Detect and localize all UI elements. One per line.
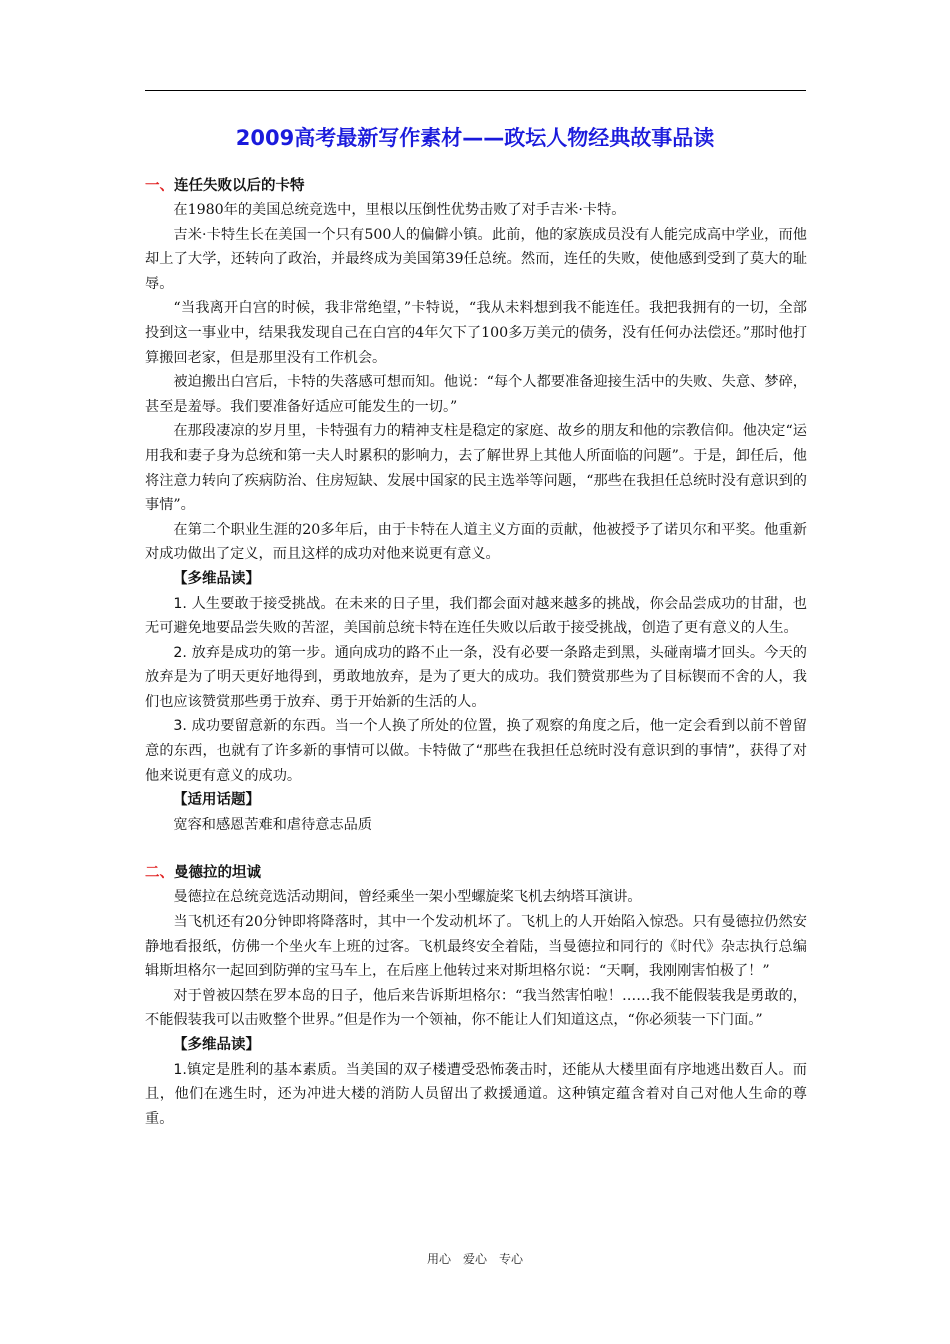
paragraph: 曼德拉在总统竞选活动期间，曾经乘坐一架小型螺旋桨飞机去纳塔耳演讲。 (173, 889, 642, 906)
section-heading (145, 861, 807, 885)
paragraph: “当我离开白宫的时候，我非常绝望，”卡特说，“我从未料想到我不能连任。我把我拥有的一切，全部投到这一事业中，结果我发现自己在白宫的4年欠下了100多万美元的债务，没有任何办法偿还。”那时他打算搬回老家，但是那里没有工作机会。 (145, 300, 807, 366)
section-number: 二、 (145, 865, 174, 882)
section-heading (145, 174, 807, 198)
paragraph: 被迫搬出白宫后，卡特的失落感可想而知。他说：“每个人都要准备迎接生活中的失败、失意、梦碎，甚至是羞辱。我们要准备好适应可能发生的一切。” (145, 374, 807, 415)
header-rule (145, 90, 806, 91)
page-footer: 用心 爱心 专心 (426, 1252, 523, 1266)
paragraph: 对于曾被囚禁在罗本岛的日子，他后来告诉斯坦格尔：“我当然害怕啦！……我不能假装我是勇敢的，不能假装我可以击败整个世界。”但是作为一个领袖，你不能让人们知道这点，“你必须装一下门面。” (145, 987, 807, 1029)
paragraph: 在那段凄凉的岁月里，卡特强有力的精神支柱是稳定的家庭、故乡的朋友和他的宗教信仰。他决定“运用我和妻子身为总统和第一夫人时累积的影响力，去了解世界上其他人所面临的问题”。于是，卸任后，他将注意力转向了疾病防治、住房短缺、发展中国家的民主选举等问题，“那些在我担任总统时没有意识到的事情”。 (145, 423, 807, 514)
paragraph: 在1980年的美国总统竞选中，里根以压倒性优势击败了对手吉米·卡特。 (173, 202, 626, 218)
page-title: 2009高考最新写作素材——政坛人物经典故事品读 (235, 126, 715, 150)
topics-text: 宽容和感恩苦难和虐待意志品质 (173, 816, 373, 833)
document-body (145, 174, 807, 1131)
topics-label: 【适用话题】 (173, 792, 260, 809)
paragraph: 当飞机还有20分钟即将降落时，其中一个发动机坏了。飞机上的人开始陷入惊恐。只有曼德拉仍然安静地看报纸，仿佛一个坐火车上班的过客。飞机最终安全着陆，当曼德拉和同行的《时代》杂志执行总编辑斯坦格尔一起回到防弹的宝马车上，在后座上他转过来对斯坦格尔说：“天啊，我刚刚害怕极了！” (145, 914, 807, 980)
reading-point: 2. 放弃是成功的第一步。通向成功的路不止一条，没有必要一条路走到黑，头碰南墙才回头。今天的放弃是为了明天更好地得到，勇敢地放弃，是为了更大的成功。我们赞赏那些为了目标锲而不舍的人，我们也应该赞赏那些勇于放弃、勇于开始新的生活的人。 (145, 644, 807, 710)
section-title: 连任失败以后的卡特 (174, 178, 305, 194)
reading-label: 【多维品读】 (173, 570, 260, 587)
section-spacer (145, 837, 807, 861)
paragraph: 吉米·卡特生长在美国一个只有500人的偏僻小镇。此前，他的家族成员没有人能完成高中学业，而他却上了大学，还转向了政治，并最终成为美国第39任总统。然而，连任的失败，使他感到受到了莫大的耻辱。 (145, 226, 807, 292)
reading-label: 【多维品读】 (173, 1037, 260, 1053)
section-title: 曼德拉的坦诚 (174, 865, 261, 882)
paragraph: 在第二个职业生涯的20多年后，由于卡特在人道主义方面的贡献，他被授予了诺贝尔和平奖。他重新对成功做出了定义，而且这样的成功对他来说更有意义。 (145, 521, 807, 563)
section-number: 一、 (145, 178, 174, 194)
reading-point: 3. 成功要留意新的东西。当一个人换了所处的位置，换了观察的角度之后，他一定会看到以前不曾留意的东西，也就有了许多新的事情可以做。卡特做了“那些在我担任总统时没有意识到的事情”，获得了对他来说更有意义的成功。 (145, 718, 807, 784)
reading-point: 1.镇定是胜利的基本素质。当美国的双子楼遭受恐怖袭击时，还能从大楼里面有序地逃出数百人。而且，他们在逃生时，还为冲进大楼的消防人员留出了救援通道。这种镇定蕴含着对自己对他人生命的尊重。 (145, 1061, 807, 1127)
reading-point: 1. 人生要敢于接受挑战。在未来的日子里，我们都会面对越来越多的挑战，你会品尝成功的甘甜，也无可避免地要品尝失败的苦涩，美国前总统卡特在连任失败以后敢于接受挑战，创造了更有意义的人生。 (145, 595, 807, 637)
